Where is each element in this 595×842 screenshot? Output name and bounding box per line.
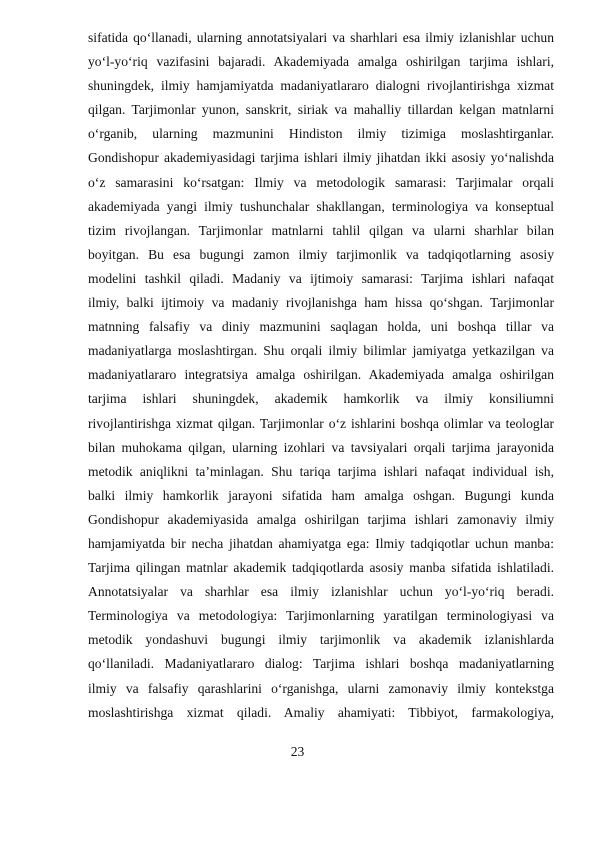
text-line: balki ilmiy hamkorlik jarayoni sifatida ham amalga oshgan. Bugungi kunda (88, 487, 554, 503)
text-line: Gondishopur akademiyasida amalga oshirilgan tarjima ishlari zamonaviy ilmiy (88, 511, 554, 527)
text-line: qilgan. Tarjimonlar yunon, sanskrit, siriak va mahalliy tillardan kelgan matnlarni (88, 102, 554, 118)
text-line: Gondishopur akademiyasidagi tarjima ishlari ilmiy jihatdan ikki asosiy yo‘nalishda (88, 150, 554, 166)
text-line: shuningdek, ilmiy hamjamiyatda madaniyatlararo dialogni rivojlantirishga xizmat (88, 78, 554, 94)
text-line: Annotatsiyalar va sharhlar esa ilmiy izlanishlar uchun yo‘l-yo‘riq beradi. (88, 584, 554, 600)
text-line: boyitgan. Bu esa bugungi zamon ilmiy tarjimonlik va tadqiqotlarning asosiy (88, 246, 554, 262)
page-number: 23 (290, 744, 305, 759)
text-line: qo‘llaniladi. Madaniyatlararo dialog: Tarjima ishlari boshqa madaniyatlarning (88, 656, 554, 672)
text-line: matnning falsafiy va diniy mazmunini saqlagan holda, uni boshqa tillar va (88, 319, 554, 335)
text-line: modelini tashkil qiladi. Madaniy va ijtimoiy samarasi: Tarjima ishlari nafaqat (88, 270, 554, 286)
text-line: moslashtirishga xizmat qiladi. Amaliy ahamiyati: Tibbiyot, farmakologiya, (88, 704, 554, 720)
text-line: o‘rganib, ularning mazmunini Hindiston ilmiy tizimiga moslashtirganlar. (88, 126, 554, 142)
text-line: ilmiy, balki ijtimoiy va madaniy rivojlanishga ham hissa qo‘shgan. Tarjimonlar (88, 295, 554, 311)
text-line: akademiyada yangi ilmiy tushunchalar shakllangan, terminologiya va konseptual (88, 198, 554, 214)
text-line: madaniyatlarga moslashtirgan. Shu orqali ilmiy bilimlar jamiyatga yetkazilgan va (88, 343, 554, 359)
text-line: yo‘l-yo‘riq vazifasini bajaradi. Akademiyada amalga oshirilgan tarjima ishlari, (88, 54, 554, 70)
text-line: tarjima ishlari shuningdek, akademik hamkorlik va ilmiy konsiliumni (88, 391, 554, 407)
text-line: hamjamiyatda bir necha jihatdan ahamiyatga ega: Ilmiy tadqiqotlar uchun manba: (88, 535, 554, 551)
text-line: o‘z samarasini ko‘rsatgan: Ilmiy va metodologik samarasi: Tarjimalar orqali (88, 174, 554, 190)
text-line: metodik yondashuvi bugungi ilmiy tarjimonlik va akademik izlanishlarda (88, 632, 554, 648)
text-line: tizim rivojlangan. Tarjimonlar matnlarni tahlil qilgan va ularni sharhlar bilan (88, 222, 554, 238)
text-line: ilmiy va falsafiy qarashlarini o‘rganishga, ularni zamonaviy ilmiy kontekstga (88, 680, 554, 696)
text-line: rivojlantirishga xizmat qilgan. Tarjimonlar o‘z ishlarini boshqa olimlar va teologlar (88, 415, 554, 431)
text-line: Terminologiya va metodologiya: Tarjimonlarning yaratilgan terminologiyasi va (88, 608, 554, 624)
text-line: Tarjima qilingan matnlar akademik tadqiqotlarda asosiy manba sifatida ishlatiladi. (88, 560, 554, 576)
text-line: bilan muhokama qilgan, ularning izohlari va tavsiyalari orqali tarjima jarayonida (88, 439, 554, 455)
text-line: madaniyatlararo integratsiya amalga oshirilgan. Akademiyada amalga oshirilgan (88, 367, 554, 383)
body-text (88, 26, 554, 725)
text-line: sifatida qo‘llanadi, ularning annotatsiyalari va sharhlari esa ilmiy izlanishlar uchun (88, 30, 554, 45)
text-line: metodik aniqlikni ta’minlagan. Shu tariqa tarjima ishlari nafaqat individual ish, (88, 463, 554, 479)
